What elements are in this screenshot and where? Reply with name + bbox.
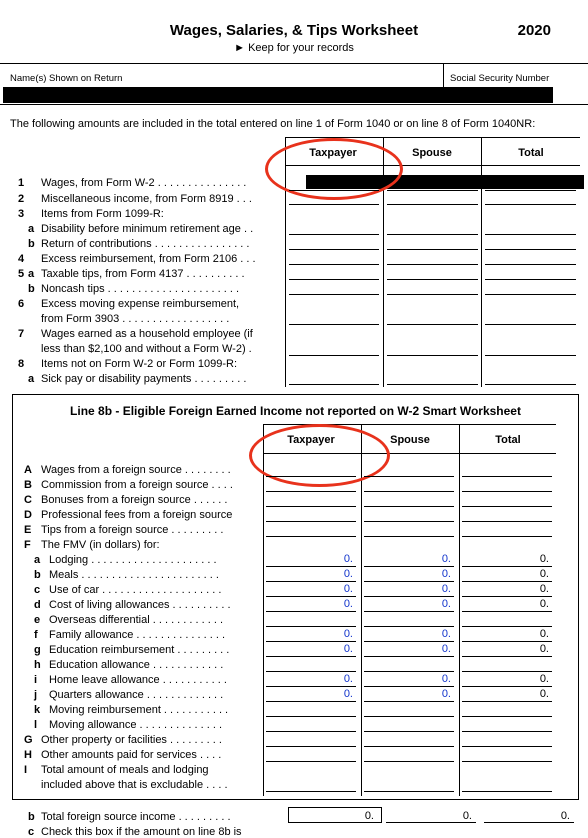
smart-line-sub: h <box>34 659 41 671</box>
smart-line-text: Tips from a foreign source . . . . . . . . . <box>41 524 224 536</box>
bottom-sp-field[interactable] <box>386 822 476 823</box>
total-field[interactable] <box>485 204 576 205</box>
smart-tp-field[interactable] <box>266 596 356 597</box>
smart-sp-field[interactable] <box>364 536 454 537</box>
line-number: 7 <box>18 328 25 340</box>
smart-tp-field[interactable] <box>266 731 356 732</box>
smart-line-sub: b <box>34 569 41 581</box>
smart-line-sub: g <box>34 644 41 656</box>
line-text: less than $2,100 and without a Form W-2) . <box>41 343 252 355</box>
smart-sp-value: 0. <box>441 568 451 580</box>
smart-sp-field[interactable] <box>364 791 454 792</box>
worksheet-subtitle: ► Keep for your records <box>234 42 354 54</box>
smart-tp-field[interactable] <box>266 536 356 537</box>
spouse-field[interactable] <box>387 249 478 250</box>
smart-sp-field[interactable] <box>364 521 454 522</box>
spouse-field[interactable] <box>387 355 478 356</box>
smart-line-letter: H <box>24 749 32 761</box>
line-text: Sick pay or disability payments . . . . . . . . . <box>41 373 247 385</box>
taxpayer-field[interactable] <box>289 264 379 265</box>
smart-tot-field[interactable] <box>462 626 552 627</box>
smart-tot-field[interactable] <box>462 686 552 687</box>
total-field[interactable] <box>485 190 576 191</box>
smart-sp-value: 0. <box>441 628 451 640</box>
bottom-line-sub: b <box>28 811 35 823</box>
line-number: 2 <box>18 193 25 205</box>
bottom-line-text: Total foreign source income . . . . . . . . . <box>41 811 231 823</box>
smart-tp-field[interactable] <box>266 791 356 792</box>
spouse-field[interactable] <box>387 294 478 295</box>
bottom-tot-value: 0. <box>560 810 570 822</box>
smart-line-letter: D <box>24 509 32 521</box>
smart-sp-value: 0. <box>441 673 451 685</box>
line-number: 6 <box>18 298 25 310</box>
col-spouse: Spouse <box>412 147 452 159</box>
smart-tot-field[interactable] <box>462 791 552 792</box>
smart-tot-value: 0. <box>539 568 549 580</box>
spouse-field[interactable] <box>387 324 478 325</box>
smart-line-letter: F <box>24 539 31 551</box>
smart-tp-field[interactable] <box>266 716 356 717</box>
line-text: Wages, from Form W-2 . . . . . . . . . . . . . . . <box>41 177 247 189</box>
line-text: Disability before minimum retirement age . . <box>41 223 254 235</box>
smart-line-sub: k <box>34 704 41 716</box>
total-field[interactable] <box>485 324 576 325</box>
smart-sp-field[interactable] <box>364 716 454 717</box>
smart-tot-field[interactable] <box>462 596 552 597</box>
smart-tot-field[interactable] <box>462 746 552 747</box>
smart-sp-field[interactable] <box>364 656 454 657</box>
line-text: Excess reimbursement, from Form 2106 . . . <box>41 253 256 265</box>
smart-sp-field[interactable] <box>364 611 454 612</box>
red-circle-taxpayer-smart <box>249 424 390 487</box>
worksheet-title: Wages, Salaries, & Tips Worksheet <box>169 22 419 39</box>
line-text: Items not on Form W-2 or Form 1099-R: <box>41 358 238 370</box>
smart-tot-field[interactable] <box>462 506 552 507</box>
bottom-sp-value: 0. <box>462 810 472 822</box>
smart-sp-field[interactable] <box>364 701 454 702</box>
smart-line-sub: f <box>34 629 38 641</box>
smart-tp-field[interactable] <box>266 671 356 672</box>
line-sub-letter: a <box>28 268 35 280</box>
line-sub-letter: b <box>28 283 35 295</box>
header-rule <box>0 63 588 64</box>
total-field[interactable] <box>485 279 576 280</box>
smart-col-total: Total <box>495 434 521 446</box>
spouse-field[interactable] <box>387 234 478 235</box>
smart-tp-field[interactable] <box>266 656 356 657</box>
smart-sp-field[interactable] <box>364 566 454 567</box>
smart-tp-field[interactable] <box>266 491 356 492</box>
total-field[interactable] <box>485 249 576 250</box>
smart-line-text: Total amount of meals and lodging <box>41 764 209 776</box>
smart-sp-field[interactable] <box>364 581 454 582</box>
line-sub-letter: a <box>28 373 35 385</box>
smart-worksheet-title: Line 8b - Eligible Foreign Earned Income not reported on W-2 Smart Worksheet <box>70 404 521 418</box>
smart-sp-field[interactable] <box>364 596 454 597</box>
smart-sp-field[interactable] <box>364 506 454 507</box>
spouse-field[interactable] <box>387 190 478 191</box>
smart-line-sub: c <box>34 584 41 596</box>
line-number: 8 <box>18 358 25 370</box>
smart-tot-field[interactable] <box>462 521 552 522</box>
smart-tot-value: 0. <box>539 688 549 700</box>
total-field[interactable] <box>485 234 576 235</box>
smart-tp-field[interactable] <box>266 476 356 477</box>
redacted-name <box>3 87 553 103</box>
smart-line-text: Meals . . . . . . . . . . . . . . . . . . . . . . . <box>49 569 219 581</box>
line-number: 4 <box>18 253 25 265</box>
smart-tp-value: 0. <box>343 688 353 700</box>
smart-tp-value: 0. <box>343 643 353 655</box>
taxpayer-field[interactable] <box>289 324 379 325</box>
bottom-tot-field[interactable] <box>484 822 574 823</box>
smart-line-letter: B <box>24 479 32 491</box>
smart-line-text: Bonuses from a foreign source . . . . . . <box>41 494 228 506</box>
line-text: Taxable tips, from Form 4137 . . . . . . . . . . <box>41 268 245 280</box>
spouse-field[interactable] <box>387 204 478 205</box>
smart-line-sub: j <box>34 689 38 701</box>
smart-tot-value: 0. <box>539 628 549 640</box>
smart-tot-field[interactable] <box>462 731 552 732</box>
line-number: 5 <box>18 268 25 280</box>
smart-line-text: Moving allowance . . . . . . . . . . . . . . <box>49 719 223 731</box>
smart-sp-field[interactable] <box>364 641 454 642</box>
total-field[interactable] <box>485 384 576 385</box>
smart-tot-field[interactable] <box>462 701 552 702</box>
smart-line-text: The FMV (in dollars) for: <box>41 539 160 551</box>
smart-tp-field[interactable] <box>266 521 356 522</box>
smart-col-divider-2 <box>459 424 460 796</box>
smart-line-text: included above that is excludable . . . . <box>41 779 228 791</box>
line-text: from Form 3903 . . . . . . . . . . . . . . . . . . <box>41 313 230 325</box>
smart-line-text: Family allowance . . . . . . . . . . . . . . . <box>49 629 226 641</box>
total-field[interactable] <box>485 264 576 265</box>
smart-tp-field[interactable] <box>266 641 356 642</box>
smart-line-sub: a <box>34 554 41 566</box>
smart-line-text: Education reimbursement . . . . . . . . . <box>49 644 230 656</box>
smart-line-text: Wages from a foreign source . . . . . . . . <box>41 464 231 476</box>
smart-line-text: Lodging . . . . . . . . . . . . . . . . . . . . . <box>49 554 217 566</box>
smart-sp-field[interactable] <box>364 476 454 477</box>
col-total: Total <box>518 147 544 159</box>
smart-line-text: Commission from a foreign source . . . . <box>41 479 233 491</box>
smart-line-sub: d <box>34 599 41 611</box>
line-text: Miscellaneous income, from Form 8919 . . . <box>41 193 252 205</box>
bottom-line-text: Check this box if the amount on line 8b is <box>41 826 242 838</box>
smart-tp-field[interactable] <box>266 611 356 612</box>
smart-line-text: Education allowance . . . . . . . . . . . . <box>49 659 224 671</box>
smart-sp-field[interactable] <box>364 626 454 627</box>
smart-sp-field[interactable] <box>364 686 454 687</box>
smart-tp-value: 0. <box>343 568 353 580</box>
smart-tp-field[interactable] <box>266 581 356 582</box>
line-number: 1 <box>18 177 25 189</box>
smart-line-text: Use of car . . . . . . . . . . . . . . . . . . . . <box>49 584 222 596</box>
smart-line-sub: e <box>34 614 41 626</box>
smart-tot-value: 0. <box>539 598 549 610</box>
smart-line-text: Overseas differential . . . . . . . . . . . . <box>49 614 224 626</box>
bottom-line-sub: c <box>28 826 35 838</box>
taxpayer-field[interactable] <box>289 294 379 295</box>
smart-line-letter: C <box>24 494 32 506</box>
smart-line-sub: i <box>34 674 38 686</box>
smart-tot-field[interactable] <box>462 716 552 717</box>
smart-tp-value: 0. <box>343 553 353 565</box>
line-number: 3 <box>18 208 25 220</box>
smart-tp-value: 0. <box>343 598 353 610</box>
smart-line-text: Quarters allowance . . . . . . . . . . . . . <box>49 689 224 701</box>
smart-sp-value: 0. <box>441 598 451 610</box>
smart-tot-field[interactable] <box>462 656 552 657</box>
ssn-label: Social Security Number <box>450 73 550 84</box>
smart-sp-value: 0. <box>441 583 451 595</box>
smart-sp-value: 0. <box>441 553 451 565</box>
smart-tot-value: 0. <box>539 643 549 655</box>
taxpayer-field[interactable] <box>289 249 379 250</box>
smart-line-letter: G <box>24 734 33 746</box>
smart-tot-field[interactable] <box>462 611 552 612</box>
smart-line-sub: l <box>34 719 38 731</box>
smart-tp-field[interactable] <box>266 506 356 507</box>
taxpayer-field[interactable] <box>289 204 379 205</box>
taxpayer-field[interactable] <box>289 190 379 191</box>
smart-line-text: Other property or facilities . . . . . . . . . <box>41 734 222 746</box>
tax-year: 2020 <box>517 22 551 39</box>
line-text: Wages earned as a household employee (if <box>41 328 253 340</box>
smart-col-divider-0 <box>263 424 264 796</box>
spouse-field[interactable] <box>387 384 478 385</box>
smart-line-text: Moving reimbursement . . . . . . . . . . . <box>49 704 229 716</box>
taxpayer-field[interactable] <box>289 384 379 385</box>
smart-line-text: Home leave allowance . . . . . . . . . . . <box>49 674 227 686</box>
col-taxpayer: Taxpayer <box>309 147 357 159</box>
smart-sp-field[interactable] <box>364 731 454 732</box>
smart-tot-field[interactable] <box>462 641 552 642</box>
smart-tp-value: 0. <box>343 583 353 595</box>
smart-tp-field[interactable] <box>266 746 356 747</box>
smart-tp-field[interactable] <box>266 761 356 762</box>
smart-line-letter: A <box>24 464 32 476</box>
total-field[interactable] <box>485 355 576 356</box>
smart-sp-value: 0. <box>441 688 451 700</box>
total-field[interactable] <box>485 294 576 295</box>
smart-col-spouse: Spouse <box>390 434 430 446</box>
name-rule <box>0 104 588 105</box>
smart-tot-field[interactable] <box>462 761 552 762</box>
smart-tp-value: 0. <box>343 673 353 685</box>
line-text: Return of contributions . . . . . . . . . . . . . . . . <box>41 238 250 250</box>
smart-tp-field[interactable] <box>266 686 356 687</box>
smart-tp-field[interactable] <box>266 626 356 627</box>
smart-line-text: Professional fees from a foreign source <box>41 509 233 521</box>
smart-col-taxpayer: Taxpayer <box>287 434 335 446</box>
smart-sp-field[interactable] <box>364 671 454 672</box>
spouse-field[interactable] <box>387 264 478 265</box>
name-label: Name(s) Shown on Return <box>10 73 123 84</box>
smart-tot-value: 0. <box>539 673 549 685</box>
bottom-tp-value: 0. <box>364 810 374 822</box>
smart-sp-field[interactable] <box>364 746 454 747</box>
smart-tp-field[interactable] <box>266 701 356 702</box>
smart-line-text: Cost of living allowances . . . . . . . . . . <box>49 599 231 611</box>
smart-tot-field[interactable] <box>462 566 552 567</box>
smart-sp-field[interactable] <box>364 761 454 762</box>
smart-tot-field[interactable] <box>462 491 552 492</box>
smart-tot-field[interactable] <box>462 671 552 672</box>
smart-line-letter: E <box>24 524 32 536</box>
smart-tot-value: 0. <box>539 583 549 595</box>
taxpayer-field[interactable] <box>289 279 379 280</box>
smart-sp-value: 0. <box>441 643 451 655</box>
line-sub-letter: a <box>28 223 35 235</box>
smart-line-text: Other amounts paid for services . . . . <box>41 749 222 761</box>
line-text: Noncash tips . . . . . . . . . . . . . . . . . . . . . . <box>41 283 240 295</box>
line-text: Excess moving expense reimbursement, <box>41 298 240 310</box>
line-sub-letter: b <box>28 238 35 250</box>
smart-tot-value: 0. <box>539 553 549 565</box>
spouse-field[interactable] <box>387 279 478 280</box>
line-text: Items from Form 1099-R: <box>41 208 164 220</box>
taxpayer-field[interactable] <box>289 234 379 235</box>
smart-tp-value: 0. <box>343 628 353 640</box>
taxpayer-field[interactable] <box>289 355 379 356</box>
smart-sp-field[interactable] <box>364 491 454 492</box>
smart-line-letter: I <box>24 764 28 776</box>
smart-tot-field[interactable] <box>462 536 552 537</box>
smart-tot-field[interactable] <box>462 581 552 582</box>
smart-tp-field[interactable] <box>266 566 356 567</box>
intro-text: The following amounts are included in the total entered on line 1 of Form 1040 or on line 8 of Form 1040NR: <box>10 118 536 130</box>
smart-tot-field[interactable] <box>462 476 552 477</box>
